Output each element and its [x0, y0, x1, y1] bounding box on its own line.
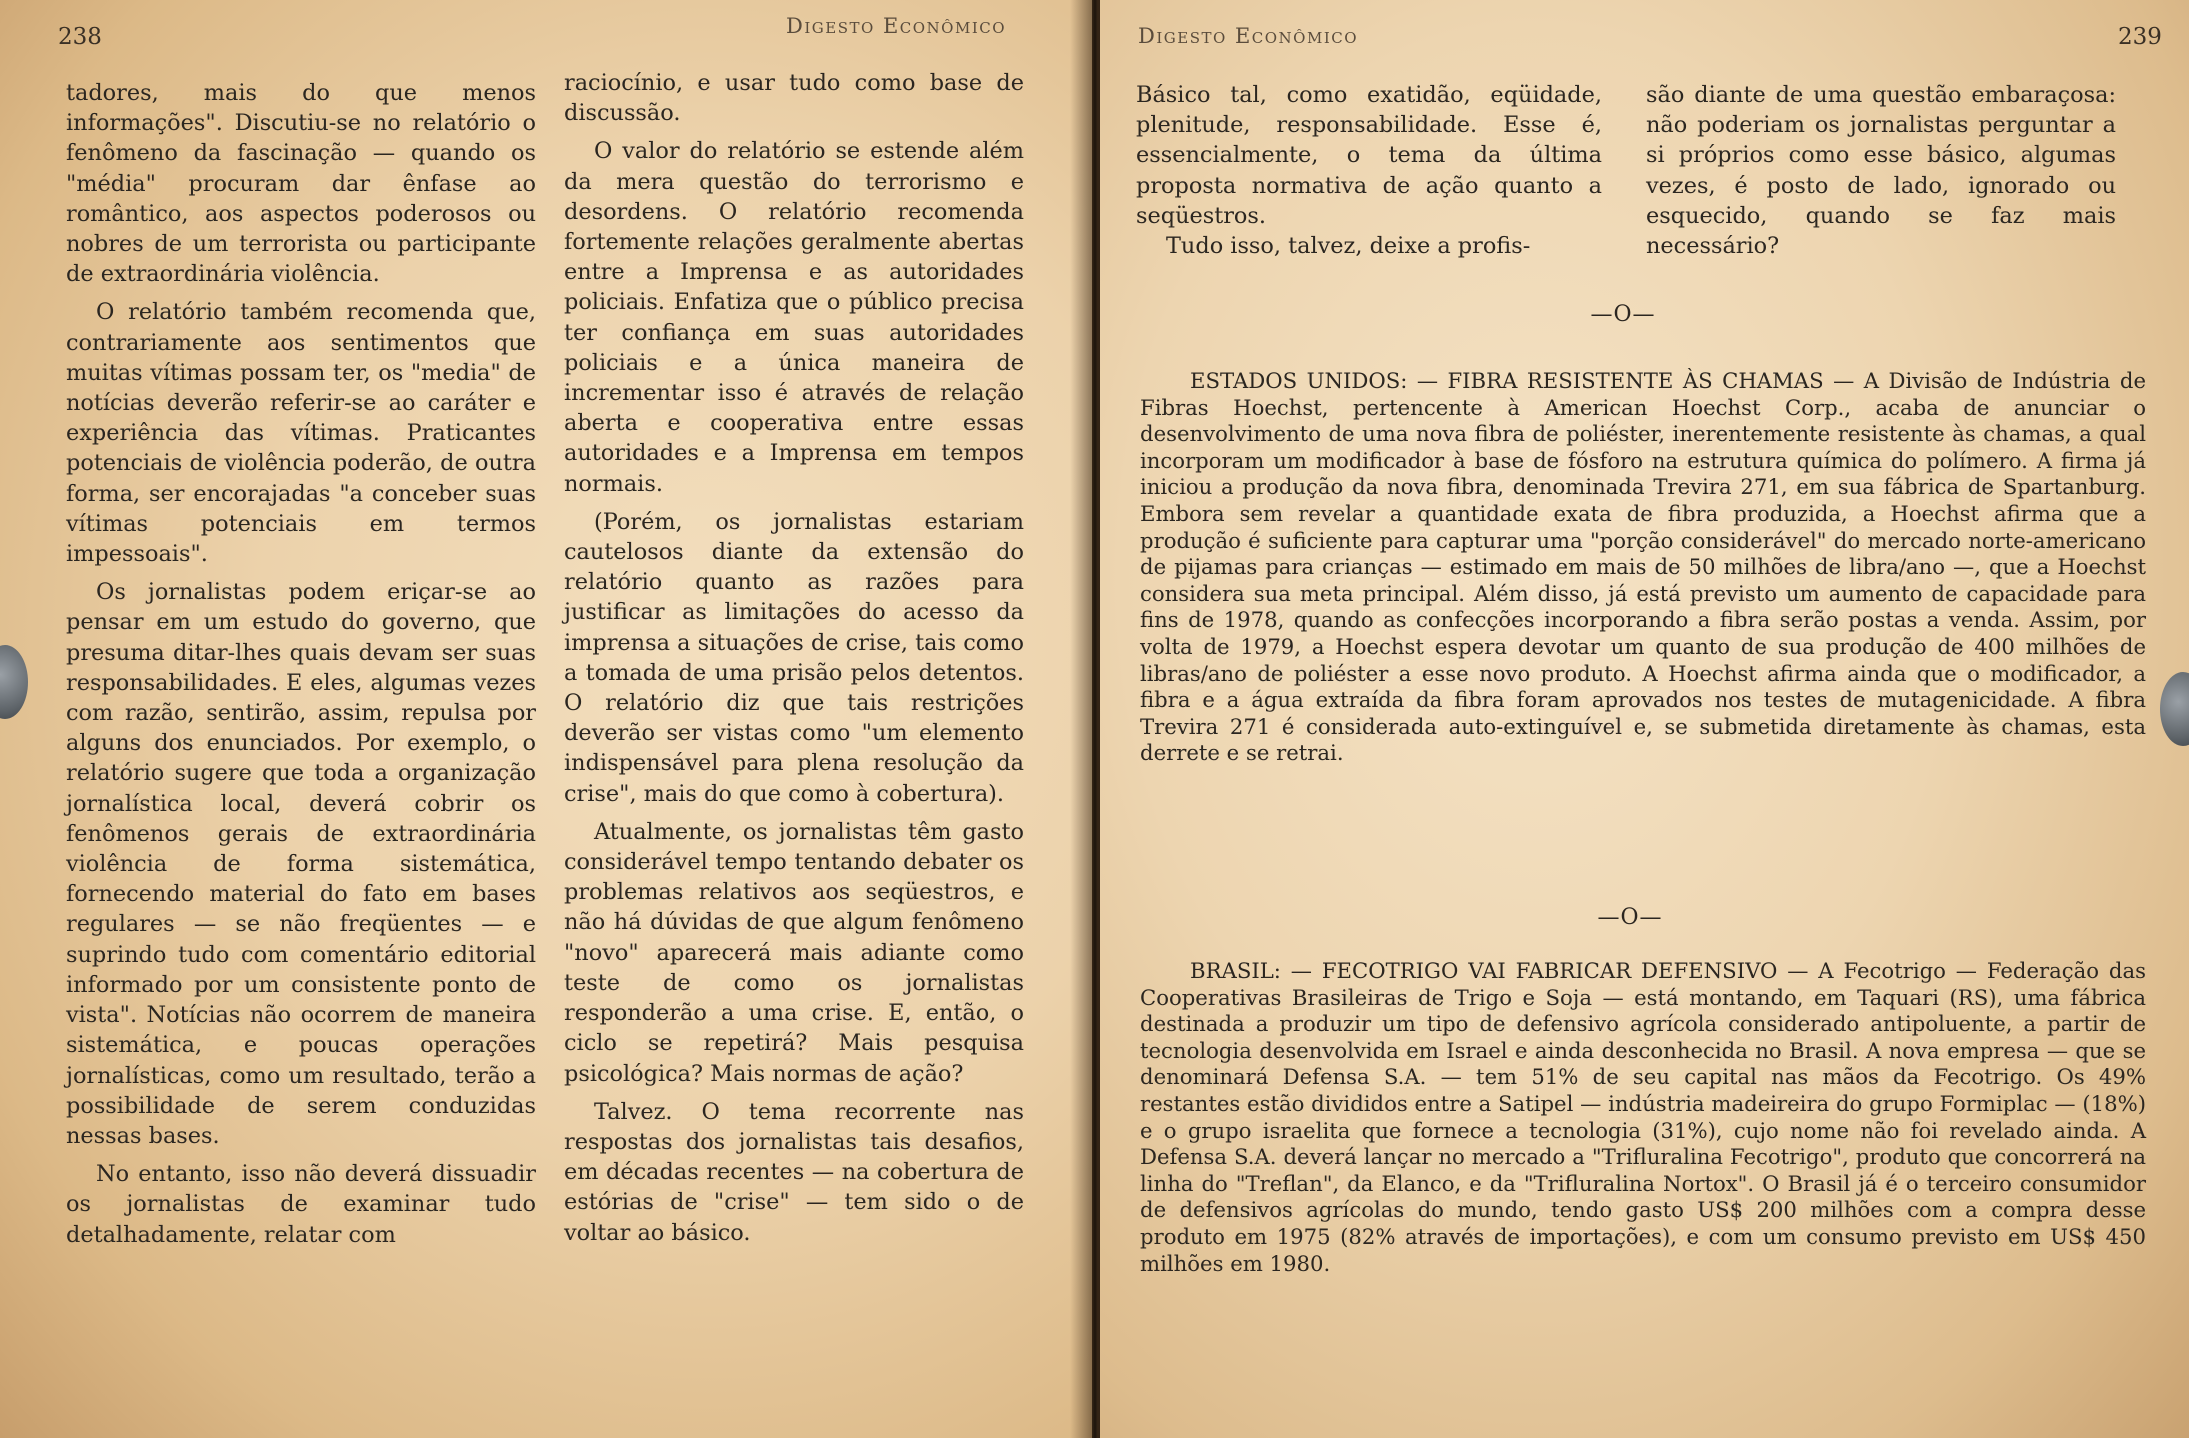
- binder-clip-left: [0, 645, 28, 719]
- section-separator: —O—: [1590, 302, 1656, 327]
- paragraph: No entanto, isso não deverá dissuadir os jornalistas de examinar tudo detalhadamente, relatar com: [66, 1161, 536, 1248]
- paragraph: são diante de uma questão embaraçosa: não poderiam os jornalistas perguntar a si próprios como esse básico, algumas vezes, é posto de lado, ignorado ou esquecido, quando se faz mais necessário?: [1646, 82, 2116, 260]
- binder-clip-right: [2160, 672, 2189, 746]
- left-page-column-1: [66, 78, 536, 1250]
- article-estados-unidos: [1140, 368, 2146, 767]
- paragraph: Atualmente, os jornalistas têm gasto considerável tempo tentando debater os problemas relativos aos seqüestros, e não há dúvidas de que algum fenômeno "novo" aparecerá mais adiante como teste de como os jornalistas responderão a uma crise. E, então, o ciclo se repetirá? Mais pesquisa psicológica? Mais normas de ação?: [564, 818, 1024, 1087]
- page-number-right: 239: [2118, 24, 2162, 50]
- right-page-column-1: [1136, 80, 1602, 261]
- right-page: [1100, 0, 2189, 1438]
- paragraph: BRASIL: — FECOTRIGO VAI FABRICAR DEFENSIVO — A Fecotrigo — Federação das Cooperativas Brasileiras de Trigo e Soja — está montando, em Taquari (RS), uma fábrica destinada a produzir um tipo de defensivo agrícola considerado antipoluente, a partir de tecnologia desenvolvida em Israel e ainda desconhecida no Brasil. A nova empresa — que se denominará Defensa S.A. — tem 51% de seu capital nas mãos da Fecotrigo. Os 49% restantes estão divididos entre a Satipel — indústria madeireira do grupo Formiplac — (18%) e o grupo israelita que fornece a tecnologia (31%), cujo nome não foi revelado ainda. A Defensa S.A. deverá lançar no mercado a "Trifluralina Fecotrigo", produto que concorrerá na linha do "Treflan", da Elanco, e da "Trifluralina Nortox". O Brasil já é o terceiro consumidor de defensivos agrícolas do mundo, tendo gasto US$ 200 milhões com a compra desse produto em 1975 (82% através de importações), e com um consumo previsto em US$ 450 milhões em 1980.: [1140, 958, 2146, 1276]
- paragraph: ESTADOS UNIDOS: — FIBRA RESISTENTE ÀS CHAMAS — A Divisão de Indústria de Fibras Hoechst, pertencente à American Hoechst Corp., acaba de anunciar o desenvolvimento de uma nova fibra de poliéster, inerentemente resistente às chamas, a qual incorporam um modificador à base de fósforo na estrutura química do polímero. A firma já iniciou a produção da nova fibra, denominada Trevira 271, em sua fábrica de Spartanburg. Embora sem revelar a quantidade exata de fibra produzida, a Hoechst afirma que a produção é suficiente para capturar uma "porção considerável" do mercado norte-americano de pijamas para crianças — estimado em mais de 50 milhões de libra/ano —, que a Hoechst considera sua meta principal. Além disso, já está previsto um aumento de capacidade para fins de 1978, quando as confecções incorporando a fibra serão postas a venda. Assim, por volta de 1979, a Hoechst espera devotar um quanto de sua produção de 400 milhões de libras/ano de poliéster a esse novo produto. A Hoechst afirma ainda que o modificador, a fibra e a água extraída da fibra foram aprovados nos testes de mutagenicidade. A fibra Trevira 271 é considerada auto-extinguível e, se submetida diretamente às chamas, esta derrete e se retrai.: [1140, 368, 2146, 766]
- paragraph: tadores, mais do que menos informações". Discutiu-se no relatório o fenômeno da fascinação — quando os "média" procuram dar ênfase ao romântico, aos aspectos poderosos ou nobres de um terrorista ou participante de extraordinária violência.: [66, 80, 536, 288]
- paragraph: Básico tal, como exatidão, eqüidade, plenitude, responsabilidade. Esse é, essencialmente, o tema da última proposta normativa de ação quanto a seqüestros.: [1136, 82, 1602, 229]
- running-head-left: Digesto Econômico: [786, 14, 1007, 38]
- paragraph: (Porém, os jornalistas estariam cautelosos diante da extensão do relatório quanto as razões para justificar as limitações do acesso da imprensa a situações de crise, tais como a tomada de uma prisão pelos detentos. O relatório diz que tais restrições deverão ser vistas como "um elemento indispensável para plena resolução da crise", mais do que como à cobertura).: [564, 508, 1024, 807]
- paragraph: O valor do relatório se estende além da mera questão do terrorismo e desordens. O relatório recomenda fortemente relações geralmente abertas entre a Imprensa e as autoridades policiais. Enfatiza que o público precisa ter confiança em suas autoridades policiais e a única maneira de incrementar isso é através de relação aberta e cooperativa entre essas autoridades e a Imprensa em tempos normais.: [564, 138, 1024, 497]
- left-page: [0, 0, 1092, 1438]
- page-number-left: 238: [58, 24, 102, 50]
- section-separator: —O—: [1597, 905, 1663, 930]
- paragraph: O relatório também recomenda que, contrariamente aos sentimentos que muitas vítimas possam ter, os "media" de notícias deverão referir-se ao caráter e experiência das vítimas. Praticantes potenciais de violência poderão, de outra forma, ser encorajadas "a conceber suas vítimas potenciais em termos impessoais".: [66, 299, 536, 568]
- article-brasil: [1140, 958, 2146, 1277]
- paragraph: Talvez. O tema recorrente nas respostas dos jornalistas tais desafios, em décadas recentes — na cobertura de estórias de "crise" — tem sido o de voltar ao básico.: [564, 1098, 1024, 1246]
- running-head-right: Digesto Econômico: [1138, 24, 1359, 48]
- paragraph: Os jornalistas podem eriçar-se ao pensar em um estudo do governo, que presuma ditar-lhes quais devam ser suas responsabilidades. E eles, algumas vezes com razão, sentirão, assim, repulsa por alguns dos enunciados. Por exemplo, o relatório sugere que toda a organização jornalística local, deverá cobrir os fenômenos gerais de extraordinária violência de forma sistemática, fornecendo material do fato em bases regulares — se não freqüentes — e suprindo tudo com comentário editorial informado por um consistente ponto de vista". Notícias não ocorrem de maneira sistemática, e poucas operações jornalísticas, como um resultado, terão a possibilidade de serem conduzidas nessas bases.: [66, 579, 536, 1149]
- right-page-column-2: [1646, 80, 2116, 261]
- paragraph: raciocínio, e usar tudo como base de discussão.: [564, 70, 1024, 127]
- left-page-column-2: [564, 68, 1024, 1248]
- paragraph: Tudo isso, talvez, deixe a profis-: [1166, 233, 1531, 260]
